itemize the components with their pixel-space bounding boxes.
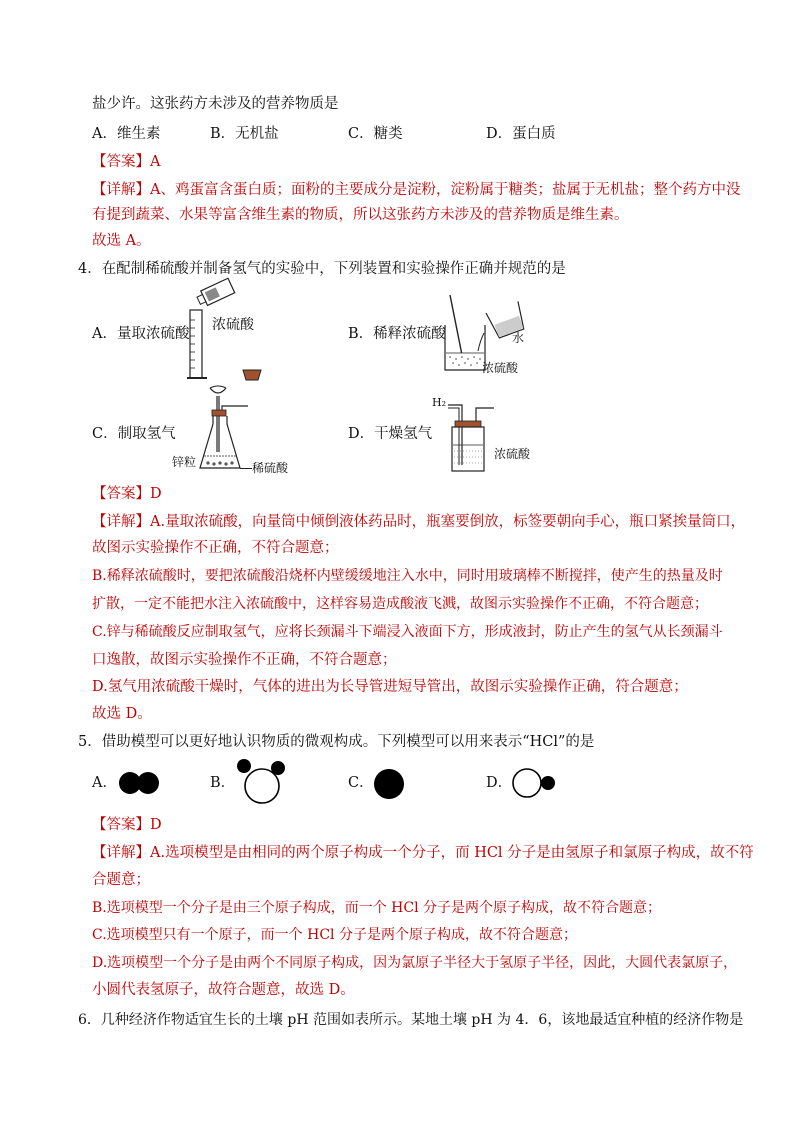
q3-answer [92, 152, 160, 172]
q4-detail-line-7: D.氢气用浓硫酸干燥时，气体的进出为长导管进短导管出，故图示实验操作正确，符合题意； [92, 679, 688, 695]
q3-detail-line-1 [92, 180, 740, 200]
q4-option-c: C．制取氢气 [92, 426, 176, 442]
q4-detail-line-3: B.稀释浓硫酸时，要把浓硫酸沿烧杯内壁缓缓地注入水中，同时用玻璃棒不断搅拌，使产生的热量及时 [92, 568, 723, 584]
q4-detail-line-1 [92, 512, 745, 532]
fig-c-zinc-label: 锌粒 [172, 455, 197, 469]
q3-detail-line-2: 有提到蔬菜、水果等富含维生素的物质，所以这张药方未涉及的营养物质是维生素。 [92, 207, 629, 223]
fig-a-measuring-cylinder [185, 288, 275, 383]
detail-label: 【详解】 [92, 182, 150, 198]
answer-value: A [150, 154, 161, 170]
q5-detail-line-4: C.选项模型只有一个原子，而一个 HCl 分子是两个原子构成，故不符合题意； [92, 927, 577, 943]
q3-option-c: C．糖类 [348, 126, 403, 142]
fig-a-acid-label: 浓硫酸 [212, 317, 254, 333]
fig-b-acid-label: 浓硫酸 [482, 361, 519, 375]
q5-answer [92, 815, 162, 835]
detail-text: A.选项模型是由相同的两个原子构成一个分子，而 HCl 分子是由氢原子和氯原子构成，故不符 [150, 845, 754, 861]
answer-label: 【答案】 [92, 486, 150, 502]
q5-detail-line-6: 小圆代表氢原子，故符合题意，故选 D。 [92, 982, 355, 998]
q5-model-c-icon [372, 767, 406, 801]
q4-conclusion: 故选 D。 [92, 706, 152, 722]
answer-value: D [150, 817, 162, 833]
q5-detail-line-5: D.选项模型一个分子是由两个不同原子构成，因为氯原子半径大于氢原子半径，因此，大圆代表氯原子， [92, 955, 738, 971]
fig-c-acid-label: 稀硫酸 [252, 461, 289, 475]
q3-conclusion: 故选 A。 [92, 233, 151, 249]
q5-option-d: D． [486, 775, 513, 791]
q4-detail-line-6: 口逸散，故图示实验操作不正确，不符合题意； [92, 652, 397, 668]
q4-answer [92, 484, 162, 504]
q3-option-d: D．蛋白质 [486, 126, 556, 142]
answer-label: 【答案】 [92, 154, 150, 170]
detail-label: 【详解】 [92, 845, 150, 861]
answer-value: D [150, 486, 162, 502]
q5-option-c: C． [348, 775, 374, 791]
detail-label: 【详解】 [92, 514, 150, 530]
q4-detail-line-2: 故图示实验操作不正确，不符合题意； [92, 540, 339, 556]
q3-stem-tail: 盐少许。这张药方未涉及的营养物质是 [92, 96, 339, 112]
answer-label: 【答案】 [92, 817, 150, 833]
detail-text: A.量取浓硫酸，向量筒中倾倒液体药品时，瓶塞要倒放，标签要朝向手心，瓶口紧挨量筒口， [150, 514, 746, 530]
q5-option-a: A． [92, 775, 117, 791]
q6-stem: 6．几种经济作物适宜生长的土壤 pH 范围如表所示。某地土壤 pH 为 4．6，该地最适宜种植的经济作物是 [78, 1012, 744, 1028]
q4-detail-line-4: 扩散，一定不能把水注入浓硫酸中，这样容易造成酸液飞溅，故图示实验操作不正确，不符合题意； [92, 596, 708, 612]
fig-c-leader-line [240, 468, 252, 469]
q4-stem: 4．在配制稀硫酸并制备氢气的实验中，下列装置和实验操作正确并规范的是 [78, 261, 566, 277]
q4-option-d: D．干燥氢气 [348, 426, 433, 442]
q5-detail-line-1 [92, 843, 754, 863]
q5-model-a-icon [118, 768, 162, 798]
q4-option-a: A．量取浓硫酸 [92, 326, 190, 342]
q4-detail-line-5: C.锌与稀硫酸反应制取氢气，应将长颈漏斗下端浸入液面下方，形成液封，防止产生的氢气从长颈漏斗 [92, 624, 723, 640]
q5-detail-line-3: B.选项模型一个分子是由三个原子构成，而一个 HCl 分子是两个原子构成，故不符合题意； [92, 900, 662, 916]
q3-option-b: B．无机盐 [210, 126, 279, 142]
fig-d-h2-label: H₂ [432, 396, 447, 409]
q4-option-b: B．稀释浓硫酸 [348, 326, 446, 342]
q5-detail-line-2: 合题意； [92, 872, 150, 888]
q5-model-d-icon [512, 768, 560, 800]
q5-stem: 5．借助模型可以更好地认识物质的微观构成。下列模型可以用来表示“HCl”的是 [78, 734, 595, 750]
fig-d-acid-label: 浓硫酸 [494, 447, 531, 461]
q5-option-b: B． [210, 775, 236, 791]
detail-text: A、鸡蛋富含蛋白质；面粉的主要成分是淀粉，淀粉属于糖类；盐属于无机盐；整个药方中没 [150, 182, 741, 198]
fig-b-water-label: 水 [512, 331, 525, 345]
q5-model-b-icon [234, 756, 288, 806]
q3-option-a: A．维生素 [92, 126, 161, 142]
